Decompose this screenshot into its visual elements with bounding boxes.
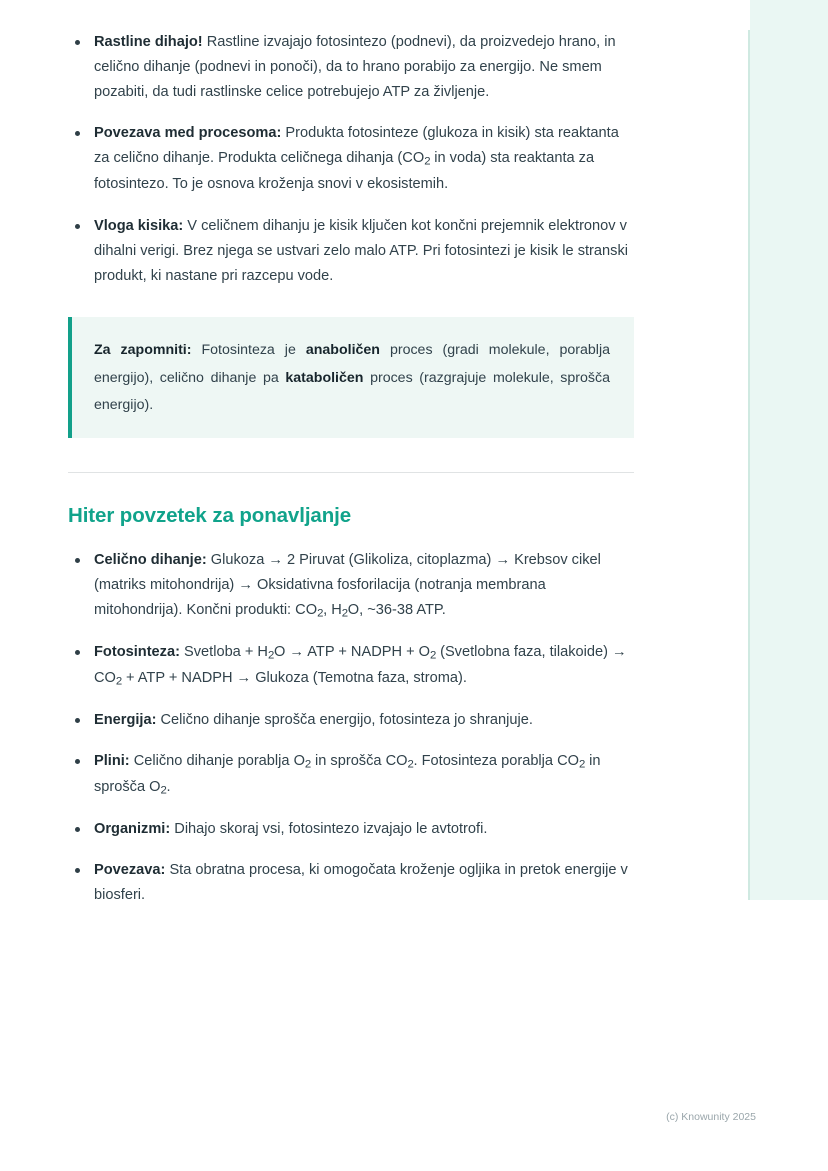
- callout-paragraph: [94, 337, 610, 420]
- callout-text-2: proces (gradi molekule, porablja energijo), celično dihanje pa: [94, 341, 610, 386]
- list-item: [68, 548, 638, 624]
- callout-text-3: proces (razgrajuje molekule, sprošča energijo).: [94, 369, 610, 414]
- callout-label: Za zapomniti:: [94, 341, 192, 358]
- list-item-lead: Rastline dihajo!: [94, 34, 203, 50]
- list-item: [68, 214, 638, 289]
- bullet-list-summary: [68, 548, 638, 909]
- list-item-lead: Vloga kisika:: [94, 217, 184, 234]
- section-divider: [68, 472, 634, 473]
- callout-bold-2: kataboličen: [285, 369, 364, 386]
- list-item: [68, 30, 638, 105]
- side-rail-divider: [748, 30, 750, 900]
- list-item: [68, 858, 638, 908]
- copyright-footer: (c) Knowunity 2025: [666, 1111, 756, 1123]
- list-item-text: V celičnem dihanju je kisik ključen kot končni prejemnik elektronov v dihalni verigi. Brez njega se ustvari zelo malo ATP. Pri fotosintezi je kisik le stranski produkt, ki nastane pri razcepu vode.: [94, 217, 628, 284]
- list-item-lead: Celično dihanje:: [94, 551, 207, 568]
- list-item: [68, 708, 638, 733]
- list-item-lead: Plini:: [94, 753, 130, 770]
- list-item-text: Sta obratna procesa, ki omogočata kroženje ogljika in pretok energije v biosferi.: [94, 862, 628, 904]
- list-item-text: Svetloba + $H_2O$ → ATP + NADPH + $O_2$ (Svetlobna faza, tilakoide) → $CO_2$ + ATP + NADPH → Glukoza (Temotna faza, stroma).: [94, 643, 627, 688]
- list-item-lead: Povezava:: [94, 862, 166, 879]
- list-item: [68, 749, 638, 801]
- list-item-lead: Organizmi:: [94, 821, 171, 838]
- section-title: Hiter povzetek za ponavljanje: [68, 503, 352, 527]
- callout-bold-1: anaboličen: [305, 341, 380, 358]
- list-item-text: Dihajo skoraj vsi, fotosintezo izvajajo le avtotrofi.: [170, 821, 488, 838]
- callout-text-1: Fotosinteza je: [191, 341, 306, 358]
- list-item-text: Celično dihanje sprošča energijo, fotosinteza jo shranjuje.: [156, 711, 533, 728]
- list-item-lead: Energija:: [94, 711, 157, 728]
- list-item-text: Rastline izvajajo fotosintezo (podnevi), da proizvedejo hrano, in celično dihanje (podnevi in ponoči), da to hrano porabijo za energijo. Ne smem pozabiti, da tudi rastlinske celice potrebujejo ATP za življenje.: [94, 34, 616, 101]
- bullet-list-top: [68, 30, 638, 289]
- list-item-text: Celično dihanje porablja $O_2$ in sprošča $CO_2$. Fotosinteza porablja $CO_2$ in sprošča $O_2$.: [94, 753, 601, 797]
- remember-callout: [68, 317, 634, 438]
- list-item-lead: Fotosinteza:: [94, 643, 180, 660]
- list-item: [68, 640, 638, 692]
- document-content: [68, 30, 638, 924]
- side-rail-decoration: [750, 0, 828, 900]
- list-item-text: Glukoza → 2 Piruvat (Glikoliza, citoplazma) → Krebsov cikel (matriks mitohondrija) → Oksidativna fosforilacija (notranja membrana mitohondrija). Končni produkti: $CO_2$, $H_2O$, ~36-38 ATP.: [94, 551, 601, 620]
- list-item-text: Produkta fotosinteze (glukoza in kisik) sta reaktanta za celično dihanje. Produkta celičnega dihanja ($CO_2$ in voda) sta reaktanta za fotosintezo. To je osnova kroženja snovi v ekosistemih.: [94, 125, 619, 193]
- list-item: [68, 817, 638, 842]
- list-item-lead: Povezava med procesoma:: [94, 125, 282, 142]
- list-item: [68, 121, 638, 197]
